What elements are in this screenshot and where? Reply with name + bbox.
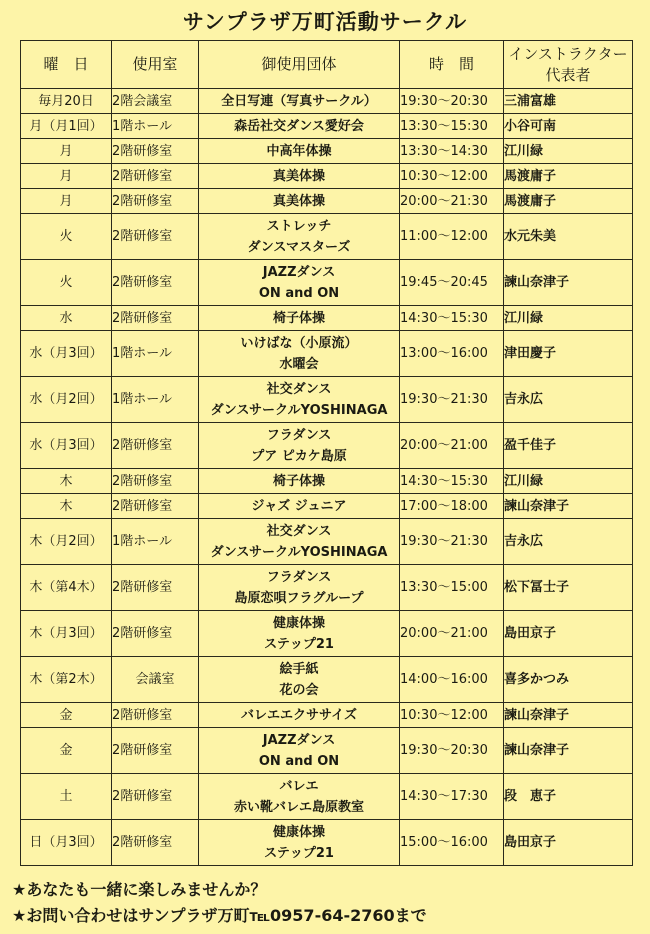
cell-group: [199, 494, 400, 519]
cell-group: [199, 774, 400, 820]
group-name-line: 真美体操: [272, 193, 325, 209]
cell-time: 19:30～21:30: [400, 377, 504, 423]
cell-time: 10:30～12:00: [400, 703, 504, 728]
group-name-line: 花の会: [279, 682, 319, 698]
footer-invitation: ★あなたも一緒に楽しみませんか？: [12, 880, 267, 899]
cell-group: [199, 703, 400, 728]
group-name-line: 健康体操: [272, 615, 325, 631]
group-name-line: ダンスマスターズ: [247, 239, 351, 255]
group-name-line: 水曜会: [279, 356, 319, 372]
cell-room: 2階研修室: [112, 423, 199, 469]
table-row: [21, 89, 633, 114]
cell-room: 2階研修室: [112, 728, 199, 774]
cell-group: [199, 214, 400, 260]
cell-time: 11:00～12:00: [400, 214, 504, 260]
cell-leader: 江川緑: [504, 139, 633, 164]
cell-day: 水（月3回）: [21, 423, 112, 469]
table-row: [21, 423, 633, 469]
cell-time: 19:45～20:45: [400, 260, 504, 306]
cell-leader: 吉永広: [504, 519, 633, 565]
table-row: [21, 611, 633, 657]
cell-room: 2階研修室: [112, 139, 199, 164]
cell-day: 月（月1回）: [21, 114, 112, 139]
cell-time: 13:30～15:00: [400, 565, 504, 611]
cell-group: [199, 164, 400, 189]
cell-leader: 吉永広: [504, 377, 633, 423]
cell-leader: 水元朱美: [504, 214, 633, 260]
cell-day: 水（月2回）: [21, 377, 112, 423]
table-row: [21, 260, 633, 306]
cell-group: [199, 519, 400, 565]
cell-room: 2階研修室: [112, 611, 199, 657]
table-row: [21, 331, 633, 377]
group-name-line: 真美体操: [272, 168, 325, 184]
cell-room: 2階会議室: [112, 89, 199, 114]
table-row: [21, 494, 633, 519]
cell-room: 1階ホール: [112, 377, 199, 423]
group-name-line: ON and ON: [258, 285, 340, 301]
cell-group: [199, 306, 400, 331]
table-row: [21, 565, 633, 611]
group-name-line: いけばな（小原流）: [240, 335, 358, 351]
cell-day: 火: [21, 260, 112, 306]
cell-group: [199, 565, 400, 611]
cell-room: 2階研修室: [112, 703, 199, 728]
cell-day: 金: [21, 703, 112, 728]
header-leader-line2: 代表者: [545, 65, 591, 84]
group-name-line: フラダンス: [266, 427, 332, 443]
cell-time: 20:00～21:00: [400, 423, 504, 469]
cell-group: [199, 331, 400, 377]
group-name-line: ダンスサークルYOSHINAGA: [210, 544, 388, 560]
group-name-line: フラダンス: [266, 569, 332, 585]
header-time: 時 間: [400, 41, 504, 89]
cell-leader: 三浦富雄: [504, 89, 633, 114]
cell-room: 2階研修室: [112, 494, 199, 519]
cell-day: 毎月20日: [21, 89, 112, 114]
cell-room: 2階研修室: [112, 820, 199, 866]
table-header-row: [21, 41, 633, 89]
group-name-line: 中高年体操: [266, 143, 332, 159]
group-name-line: プア ピカケ島原: [251, 448, 347, 464]
header-leader-line1: インストラクター: [508, 44, 628, 63]
cell-room: 会議室: [112, 657, 199, 703]
cell-time: 14:30～17:30: [400, 774, 504, 820]
cell-leader: 津田慶子: [504, 331, 633, 377]
cell-leader: 小谷可南: [504, 114, 633, 139]
cell-day: 月: [21, 164, 112, 189]
footer-contact: ★お問い合わせはサンプラザ万町℡0957-64-2760まで: [12, 906, 427, 925]
cell-leader: 諫山奈津子: [504, 703, 633, 728]
cell-leader: 諫山奈津子: [504, 494, 633, 519]
group-name-line: JAZZダンス: [262, 264, 336, 280]
cell-group: [199, 423, 400, 469]
cell-day: 木: [21, 469, 112, 494]
table-row: [21, 657, 633, 703]
cell-time: 15:00～16:00: [400, 820, 504, 866]
group-name-line: 森岳社交ダンス愛好会: [234, 118, 364, 134]
cell-time: 19:30～21:30: [400, 519, 504, 565]
group-name-line: バレエ: [279, 778, 319, 794]
cell-day: 木（月3回）: [21, 611, 112, 657]
cell-group: [199, 377, 400, 423]
cell-room: 2階研修室: [112, 214, 199, 260]
cell-day: 月: [21, 189, 112, 214]
group-name-line: ステップ21: [264, 636, 334, 652]
cell-group: [199, 728, 400, 774]
cell-leader: 馬渡庸子: [504, 164, 633, 189]
cell-time: 13:00～16:00: [400, 331, 504, 377]
cell-leader: 島田京子: [504, 820, 633, 866]
cell-day: 土: [21, 774, 112, 820]
table-row: [21, 189, 633, 214]
cell-leader: 盈千佳子: [504, 423, 633, 469]
cell-leader: 諫山奈津子: [504, 728, 633, 774]
table-row: [21, 774, 633, 820]
cell-day: 木（月2回）: [21, 519, 112, 565]
cell-time: 14:30～15:30: [400, 306, 504, 331]
cell-room: 2階研修室: [112, 260, 199, 306]
table-row: [21, 820, 633, 866]
cell-leader: 松下冨士子: [504, 565, 633, 611]
cell-room: 2階研修室: [112, 774, 199, 820]
cell-leader: 段 恵子: [504, 774, 633, 820]
table-row: [21, 139, 633, 164]
cell-day: 金: [21, 728, 112, 774]
page-title: サンプラザ万町活動サークル: [182, 10, 468, 34]
cell-day: 木（第2木）: [21, 657, 112, 703]
cell-leader: 江川緑: [504, 306, 633, 331]
cell-time: 20:00～21:00: [400, 611, 504, 657]
cell-time: 14:00～16:00: [400, 657, 504, 703]
cell-time: 19:30～20:30: [400, 89, 504, 114]
table-row: [21, 306, 633, 331]
cell-room: 2階研修室: [112, 189, 199, 214]
cell-room: 1階ホール: [112, 331, 199, 377]
cell-day: 水（月3回）: [21, 331, 112, 377]
cell-leader: 江川緑: [504, 469, 633, 494]
group-name-line: 赤い靴バレエ島原教室: [233, 799, 364, 815]
cell-room: 2階研修室: [112, 164, 199, 189]
cell-leader: 島田京子: [504, 611, 633, 657]
cell-day: 火: [21, 214, 112, 260]
cell-room: 2階研修室: [112, 306, 199, 331]
schedule-table: [20, 40, 633, 866]
cell-group: [199, 89, 400, 114]
group-name-line: 社交ダンス: [266, 381, 332, 397]
header-group: 御使用団体: [199, 41, 400, 89]
table-row: [21, 114, 633, 139]
cell-time: 10:30～12:00: [400, 164, 504, 189]
cell-group: [199, 469, 400, 494]
cell-group: [199, 260, 400, 306]
group-name-line: ジャズ ジュニア: [251, 498, 347, 514]
header-day: 曜 日: [21, 41, 112, 89]
table-row: [21, 377, 633, 423]
cell-day: 木（第4木）: [21, 565, 112, 611]
group-name-line: 島原恋唄フラグループ: [234, 590, 364, 606]
cell-group: [199, 189, 400, 214]
cell-room: 1階ホール: [112, 114, 199, 139]
cell-time: 17:00～18:00: [400, 494, 504, 519]
group-name-line: ダンスサークルYOSHINAGA: [210, 402, 388, 418]
cell-room: 2階研修室: [112, 469, 199, 494]
group-name-line: 絵手紙: [279, 661, 319, 677]
table-row: [21, 214, 633, 260]
header-room: 使用室: [112, 41, 199, 89]
cell-leader: 馬渡庸子: [504, 189, 633, 214]
table-row: [21, 519, 633, 565]
group-name-line: 全日写連（写真サークル）: [221, 93, 377, 109]
cell-leader: 諫山奈津子: [504, 260, 633, 306]
group-name-line: 椅子体操: [272, 473, 325, 489]
cell-time: 19:30～20:30: [400, 728, 504, 774]
group-name-line: 社交ダンス: [266, 523, 332, 539]
header-leader: [504, 41, 633, 89]
cell-time: 13:30～14:30: [400, 139, 504, 164]
cell-day: 月: [21, 139, 112, 164]
cell-room: 2階研修室: [112, 565, 199, 611]
cell-time: 20:00～21:30: [400, 189, 504, 214]
cell-time: 13:30～15:30: [400, 114, 504, 139]
cell-group: [199, 139, 400, 164]
group-name-line: 椅子体操: [272, 310, 325, 326]
cell-time: 14:30～15:30: [400, 469, 504, 494]
cell-day: 日（月3回）: [21, 820, 112, 866]
cell-group: [199, 657, 400, 703]
cell-leader: 喜多かつみ: [504, 657, 633, 703]
table-row: [21, 703, 633, 728]
cell-room: 1階ホール: [112, 519, 199, 565]
table-row: [21, 728, 633, 774]
group-name-line: ステップ21: [264, 845, 334, 861]
group-name-line: JAZZダンス: [262, 732, 336, 748]
cell-group: [199, 820, 400, 866]
group-name-line: バレエエクササイズ: [241, 707, 357, 723]
cell-day: 木: [21, 494, 112, 519]
cell-day: 水: [21, 306, 112, 331]
group-name-line: ON and ON: [258, 753, 340, 769]
cell-group: [199, 114, 400, 139]
cell-group: [199, 611, 400, 657]
group-name-line: 健康体操: [272, 824, 325, 840]
table-row: [21, 164, 633, 189]
group-name-line: ストレッチ: [266, 218, 332, 234]
table-row: [21, 469, 633, 494]
